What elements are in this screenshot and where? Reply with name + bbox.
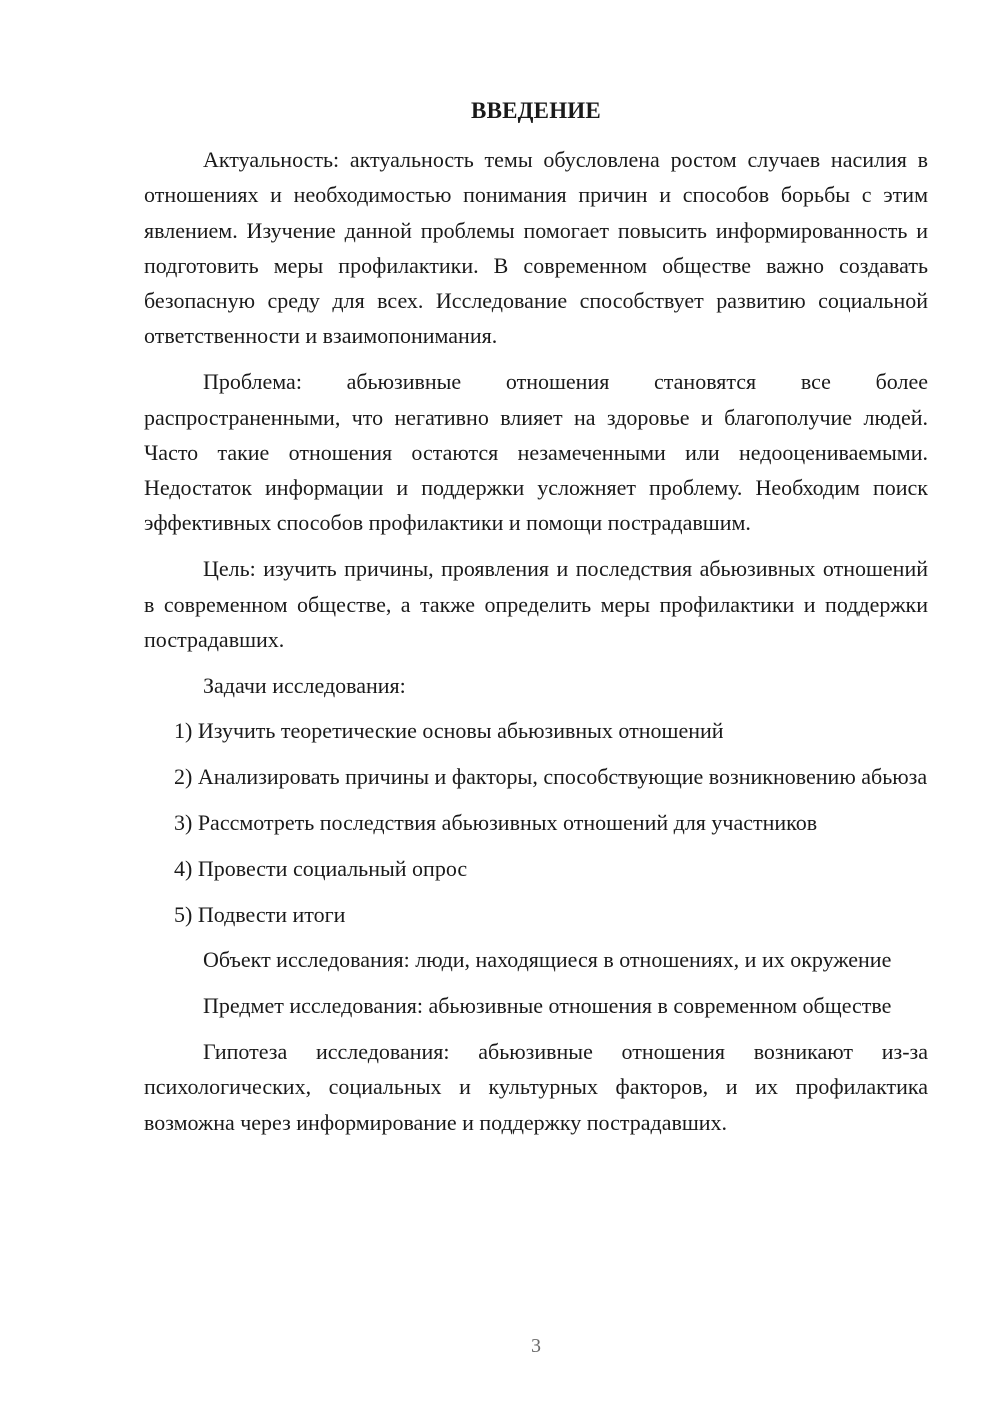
object-paragraph: Объект исследования: люди, находящиеся в отношениях, и их окружение [203,947,892,973]
task-item: 5) Подвести итоги [174,901,346,927]
task-item: 1) Изучить теоретические основы абьюзивных отношений [174,718,724,744]
task-item: 4) Провести социальный опрос [174,855,468,881]
tasks-heading: Задачи исследования: [203,672,406,698]
page-number: 3 [531,1335,541,1357]
page-title: ВВЕДЕНИЕ [471,98,601,123]
problem-paragraph: Проблема: абьюзивные отношения становятся все более распространенными, что негативно влияет на здоровье и благополучие людей. Часто такие отношения остаются незамеченными или недооцениваемыми. Недостаток информации и поддержки усложняет проблему. Необходим поиск эффективных способов профилактики и помощи пострадавшим. [144,369,928,536]
relevance-paragraph: Актуальность: актуальность темы обусловлена ростом случаев насилия в отношениях и необходимостью понимания причин и способов борьбы с этим явлением. Изучение данной проблемы помогает повысить информированность и подготовить меры профилактики. В современном обществе важно создавать безопасную среду для всех. Исследование способствует развитию социальной ответственности и взаимопонимания. [144,147,928,349]
hypothesis-paragraph: Гипотеза исследования: абьюзивные отношения возникают из-за психологических, социальных и культурных факторов, и их профилактика возможна через информирование и поддержку пострадавших. [144,1039,928,1135]
subject-paragraph: Предмет исследования: абьюзивные отношения в современном обществе [203,993,892,1019]
task-item: 2) Анализировать причины и факторы, способствующие возникновению абьюза [174,764,928,790]
task-item: 3) Рассмотреть последствия абьюзивных отношений для участников [174,810,818,836]
document-body [144,142,928,1150]
goal-paragraph: Цель: изучить причины, проявления и последствия абьюзивных отношений в современном обществе, а также определить меры профилактики и поддержки пострадавших. [144,556,928,652]
